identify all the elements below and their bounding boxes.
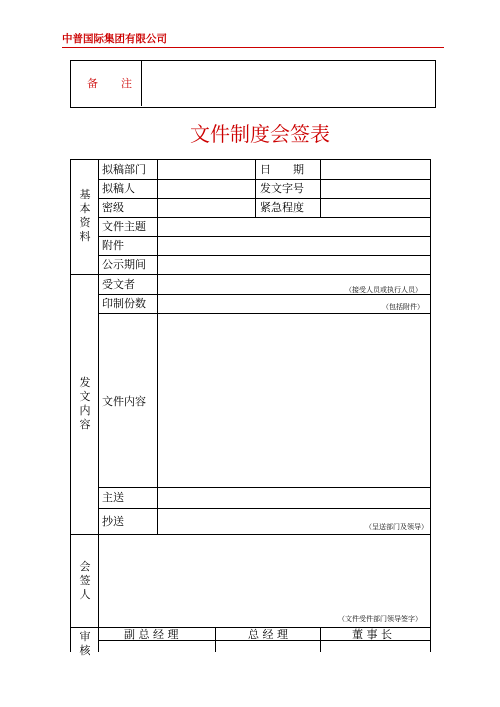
label-draft-dept: 拟稿部门 (102, 163, 146, 176)
label-attachment: 附件 (102, 239, 124, 252)
label-date: 日 期 (260, 163, 304, 176)
cc-note: （呈送部门及领导） (365, 523, 428, 531)
publicity-period-field[interactable] (158, 256, 429, 273)
section-approval: 审核 (79, 630, 91, 657)
countersign-field[interactable] (99, 535, 429, 626)
chairman-signature-field[interactable] (321, 641, 429, 652)
label-deputy-gm: 副 总 经 理 (124, 628, 179, 641)
draft-dept-field[interactable] (158, 160, 254, 178)
label-chairman: 董 事 长 (352, 628, 392, 641)
label-file-content: 文件内容 (102, 395, 146, 408)
main-to-field[interactable] (158, 488, 429, 507)
remarks-field[interactable] (142, 61, 433, 106)
label-recipient: 受文者 (102, 278, 135, 291)
label-copies: 印制份数 (102, 297, 146, 310)
label-doc-no: 发文字号 (260, 182, 304, 195)
header-rule (62, 47, 444, 48)
cc-field[interactable] (158, 509, 429, 533)
recipient-note: （接受人员或执行人员） (345, 286, 422, 294)
company-name: 中普国际集团有限公司 (62, 33, 167, 45)
label-drafter: 拟稿人 (102, 182, 135, 195)
label-main-to: 主送 (102, 491, 124, 504)
remarks-label: 备 注 (87, 77, 138, 90)
label-gm: 总 经 理 (248, 628, 288, 641)
form-title: 文件制度会签表 (190, 122, 330, 146)
file-content-field[interactable] (158, 314, 429, 486)
countersign-note: （文件受件部门领导签字） (338, 615, 422, 623)
urgency-field[interactable] (321, 199, 429, 216)
section-dispatch-content: 发文内容 (79, 376, 91, 431)
table-right-border (430, 159, 431, 652)
secret-level-field[interactable] (158, 199, 254, 216)
section-basic-info: 基本资料 (79, 188, 91, 243)
copies-note: （包括附件） (382, 303, 424, 311)
gm-signature-field[interactable] (216, 641, 319, 652)
date-field[interactable] (321, 160, 429, 178)
deputy-gm-signature-field[interactable] (99, 641, 214, 652)
copies-field[interactable] (158, 295, 429, 312)
label-urgency: 紧急程度 (260, 201, 304, 214)
doc-no-field[interactable] (321, 180, 429, 197)
subject-field[interactable] (158, 218, 429, 235)
section-countersign: 会签人 (79, 560, 91, 601)
label-cc: 抄送 (102, 515, 124, 528)
drafter-field[interactable] (158, 180, 254, 197)
mid-column-divider (255, 159, 256, 217)
label-publicity-period: 公示期间 (102, 258, 146, 271)
table-left-border (70, 159, 71, 652)
attachment-field[interactable] (158, 237, 429, 254)
label-subject: 文件主题 (102, 220, 146, 233)
recipient-field[interactable] (158, 275, 429, 293)
label-secret-level: 密级 (102, 201, 124, 214)
